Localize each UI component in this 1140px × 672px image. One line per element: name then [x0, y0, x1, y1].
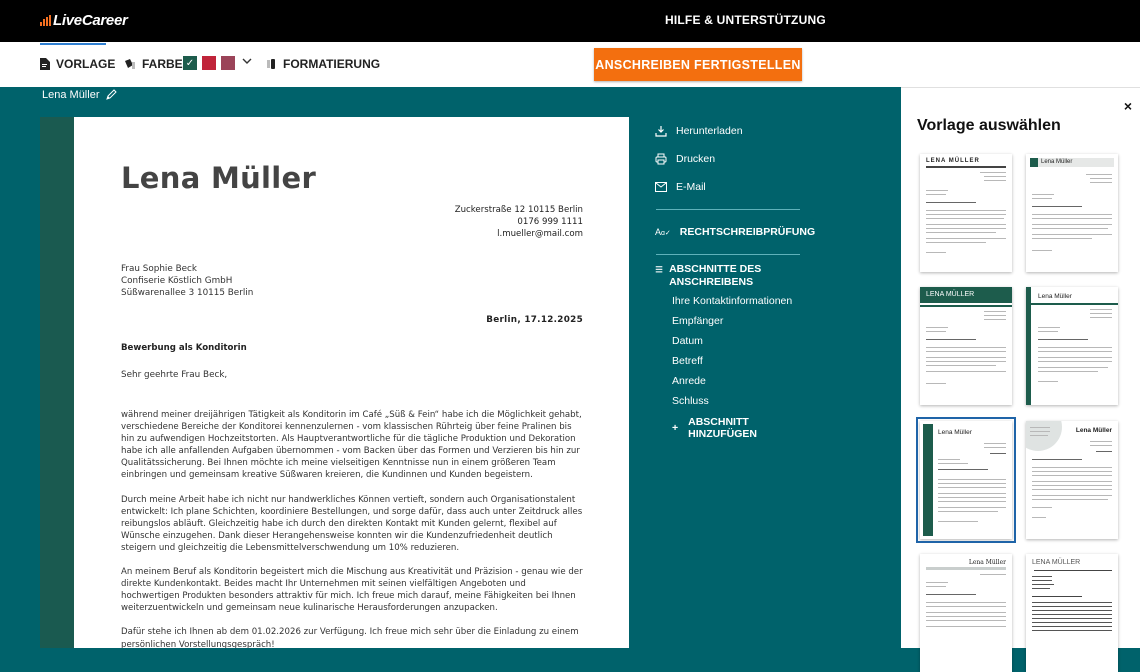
finish-cover-letter-button[interactable]: ANSCHREIBEN FERTIGSTELLEN — [594, 48, 802, 81]
section-closing[interactable]: Schluss — [672, 395, 709, 407]
color-swatch-berry[interactable] — [221, 56, 235, 70]
template-thumbnail-1[interactable] — [920, 154, 1012, 272]
download-label: Herunterladen — [676, 125, 743, 137]
template-thumbnail-3[interactable] — [920, 287, 1012, 405]
template-name: Lena Müller — [968, 559, 1006, 566]
document-name-text: Lena Müller — [42, 89, 100, 101]
template-thumbnail-2[interactable] — [1026, 154, 1118, 272]
template-name: LENA MÜLLER — [1032, 559, 1081, 566]
letter-paragraph: während meiner dreijährigen Tätigkeit als Konditorin im Café „Süß & Fein“ habe ich die Möglichkeit gehabt, verschiedene Bereiche der Konditorei kennenzulernen - vom klassischen Rührteig über feine Pralinen bis hin zu aufwendigen Hochzeitstorten. Als Hauptverantwortliche für die tägliche Produktion und Dekoration habe ich alle anfallenden Aufgaben übernommen - vom Backen über das Formen und Verzieren bis hin zur Qualitätssicherung. Bei Ihnen möchte ich meine vielseitigen Kenntnisse nun in einem größeren Team einbringen und gemeinsam kreative Süßwaren kreieren, die Kundinnen und Kunden begeistern. — [121, 410, 582, 481]
close-panel-button[interactable] — [1124, 98, 1132, 114]
letter-recipient[interactable] — [121, 263, 253, 299]
paint-bucket-icon — [124, 58, 136, 70]
recipient-address: Süßwarenallee 3 10115 Berlin — [121, 288, 254, 298]
sections-header — [655, 263, 800, 288]
print-action[interactable] — [655, 145, 800, 173]
section-contact-info[interactable]: Ihre Kontaktinformationen — [672, 295, 793, 307]
template-thumbnail-8[interactable] — [1026, 554, 1118, 672]
add-section-label: ABSCHNITT HINZUFÜGEN — [688, 416, 757, 440]
close-icon: × — [1123, 98, 1132, 114]
livecareer-logo[interactable] — [40, 12, 128, 29]
template-name: Lena Müller — [1038, 293, 1072, 300]
document-actions — [655, 117, 816, 440]
formatting-tab[interactable] — [267, 57, 380, 71]
help-support-link[interactable]: HILFE & UNTERSTÜTZUNG — [665, 13, 826, 27]
color-swatch-green[interactable] — [183, 56, 197, 70]
template-accent-stripe — [40, 117, 74, 648]
color-swatch-red[interactable] — [202, 56, 216, 70]
letter-body[interactable] — [121, 409, 583, 648]
checkmark-icon: ✓ — [185, 57, 195, 69]
template-tab-label: VORLAGE — [56, 57, 116, 71]
template-tab-underline — [40, 43, 106, 45]
letter-preview[interactable] — [40, 117, 629, 648]
letter-date[interactable]: Berlin, 17.12.2025 — [486, 315, 583, 325]
contact-phone: 0176 999 1111 — [517, 217, 583, 227]
pencil-icon[interactable] — [105, 89, 117, 101]
email-label: E-Mail — [676, 181, 706, 193]
printer-icon — [655, 153, 667, 165]
spellcheck-icon: Aɑ✓ — [655, 227, 671, 237]
envelope-icon — [655, 182, 667, 192]
recipient-name: Frau Sophie Beck — [121, 264, 197, 274]
template-thumbnail-7[interactable] — [920, 554, 1012, 672]
section-subject[interactable]: Betreff — [672, 355, 703, 367]
template-name: Lena Müller — [1075, 427, 1112, 434]
print-label: Drucken — [676, 153, 716, 165]
color-tab-label: FARBE — [142, 57, 183, 71]
template-thumbnail-6[interactable] — [1026, 421, 1118, 539]
divider — [656, 209, 800, 210]
letter-sender-name[interactable]: Lena Müller — [121, 161, 317, 195]
top-bar — [0, 0, 1140, 42]
letter-contact-info[interactable] — [455, 204, 583, 240]
template-tab[interactable] — [40, 57, 115, 71]
section-recipient[interactable]: Empfänger — [672, 315, 724, 327]
logo-bars-icon — [40, 15, 51, 26]
letter-paragraph: Dafür stehe ich Ihnen ab dem 01.02.2026 zur Verfügung. Ich freue mich sehr über die Einladung zu einem persönlichen Vorstellungsgespräch! — [121, 627, 579, 648]
letter-paragraph: An meinem Beruf als Konditorin begeistert mich die Mischung aus Kreativität und Präzision - genau wie der direkte Kundenkontakt. Beides macht Ihr Unternehmen mit seinen vielfältigen Angeboten und hochwertigen Produkten besonders attraktiv für mich. Ich freue mich darauf, meine Fähigkeiten bei Ihnen weiterzuentwickeln und gemeinsam neue kulinarische Herausforderungen anzupacken. — [121, 567, 583, 614]
sections-list — [672, 291, 800, 411]
letter-salutation[interactable]: Sehr geehrte Frau Beck, — [121, 370, 228, 380]
chevron-down-icon[interactable] — [242, 58, 252, 65]
template-name: LENA MÜLLER — [926, 158, 980, 164]
section-salutation[interactable]: Anrede — [672, 375, 706, 387]
panel-title: Vorlage auswählen — [917, 117, 1061, 134]
recipient-company: Confiserie Köstlich GmbH — [121, 276, 233, 286]
formatting-icon — [267, 58, 277, 70]
download-icon — [655, 125, 667, 137]
plus-icon: + — [672, 422, 679, 434]
add-section-button[interactable] — [672, 416, 800, 440]
template-name: Lena Müller — [938, 429, 972, 436]
letter-subject[interactable]: Bewerbung als Konditorin — [121, 343, 247, 353]
sections-title: ABSCHNITTE DES ANSCHREIBENS — [669, 263, 762, 288]
formatting-tab-label: FORMATIERUNG — [283, 57, 381, 71]
template-thumbnail-5[interactable] — [920, 421, 1012, 539]
document-icon — [40, 58, 50, 70]
template-selection-panel — [901, 87, 1140, 648]
email-action[interactable] — [655, 173, 800, 201]
download-action[interactable] — [655, 117, 800, 145]
contact-email: l.mueller@mail.com — [497, 229, 583, 239]
color-tab[interactable] — [124, 57, 183, 71]
divider — [656, 254, 800, 255]
letter-paragraph: Durch meine Arbeit habe ich nicht nur handwerkliches Können vertieft, sondern auch Organisationstalent entwickelt: Ich plane Schichten, koordiniere Bestellungen, und sorge dafür, dass auch unter Zeitdruck alles reibungslos abläuft. Gleichzeitig habe ich durch den direkten Kontakt mit Kunden gelernt, flexibel auf Wünsche einzugehen. Dank dieser Herangehensweise konnten wir die Kundenzufriedenheit deutlich steigern und gleichzeitig die Lebensmittelverschwendung um 10% reduzieren. — [121, 494, 583, 553]
spellcheck-action[interactable] — [655, 218, 816, 246]
list-icon — [655, 264, 663, 275]
template-thumbnail-4[interactable] — [1026, 287, 1118, 405]
template-name: LENA MÜLLER — [926, 291, 975, 298]
section-date[interactable]: Datum — [672, 335, 703, 347]
contact-address: Zuckerstraße 12 10115 Berlin — [454, 205, 583, 215]
document-name[interactable] — [42, 89, 117, 101]
template-name: Lena Müller — [1041, 159, 1073, 165]
logo-text: LiveCareer — [53, 12, 128, 29]
spellcheck-label: RECHTSCHREIBPRÜFUNG — [679, 226, 816, 238]
